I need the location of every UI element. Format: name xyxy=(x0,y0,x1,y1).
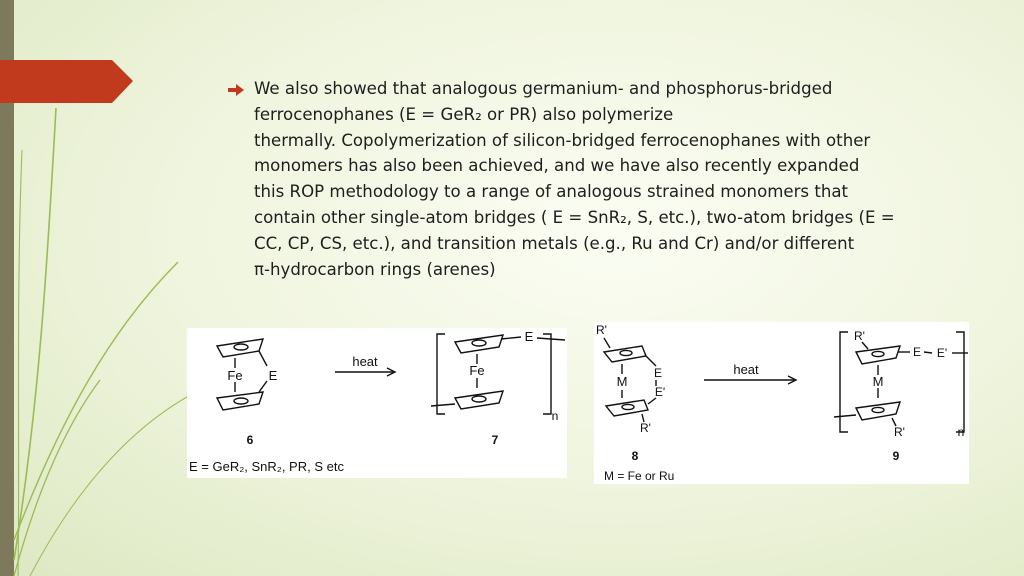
polymer-bridge-2: E' xyxy=(936,346,948,360)
polymer-metal-label: Fe xyxy=(469,363,485,378)
monomer-bridge-label: E xyxy=(268,368,278,383)
bullet-line: We also showed that analogous germanium- and phosphorus-bridged xyxy=(254,79,833,98)
bullet-line: this ROP methodology to a range of analogous strained monomers that xyxy=(254,182,849,202)
reaction-figure-left xyxy=(187,328,567,478)
bridge-top-label: E xyxy=(653,366,663,380)
bridge-bottom-label: E' xyxy=(654,385,666,399)
polymer-substituent-top: R' xyxy=(854,329,865,343)
bullet-line: contain other single-atom bridges ( E = SnR₂, S, etc.), two-atom bridges (E = xyxy=(254,207,895,227)
arrow-heat-label: heat xyxy=(733,362,759,377)
bullet-line: π-hydrocarbon rings (arenes) xyxy=(254,259,496,279)
polymer-bridge-1: E xyxy=(912,345,922,359)
bullet-line: ferrocenophanes (E = GeR₂ or PR) also polymerize xyxy=(254,104,674,124)
arrow-heat-label: heat xyxy=(352,354,378,369)
bullet-point xyxy=(228,76,968,282)
bullet-line: CC, CP, CS, etc.), and transition metals (e.g., Ru and Cr) and/or different xyxy=(254,233,855,253)
bullet-line: thermally. Copolymerization of silicon-bridged ferrocenophanes with other xyxy=(254,130,871,150)
compound-label-9: 9 xyxy=(892,449,900,463)
reaction-figure-right xyxy=(594,322,969,484)
polymer-metal-label: M xyxy=(872,374,884,389)
reaction-scheme-6-to-7 xyxy=(187,328,567,478)
subscript-n: n xyxy=(957,425,965,439)
figure-caption-left: E = GeR₂, SnR₂, PR, S etc xyxy=(189,459,344,474)
compound-label-6: 6 xyxy=(246,433,254,447)
title-arrow-banner xyxy=(0,60,133,103)
compound-label-7: 7 xyxy=(491,433,499,447)
bullet-text xyxy=(254,76,968,282)
monomer-substituent-bottom: R' xyxy=(640,421,651,435)
right-arrow-bullet-icon xyxy=(228,84,244,96)
subscript-n: n xyxy=(551,409,559,423)
polymer-bridge-label: E xyxy=(524,329,534,344)
compound-label-8: 8 xyxy=(631,449,639,463)
figure-caption-right: M = Fe or Ru xyxy=(604,469,675,483)
polymer-substituent-bottom: R' xyxy=(894,425,905,439)
monomer-metal-label: Fe xyxy=(227,368,243,383)
monomer-substituent-top: R' xyxy=(596,323,607,337)
reaction-scheme-8-to-9 xyxy=(594,322,969,484)
bullet-line: monomers has also been achieved, and we have also recently expanded xyxy=(254,156,860,176)
monomer-metal-label: M xyxy=(616,374,628,389)
